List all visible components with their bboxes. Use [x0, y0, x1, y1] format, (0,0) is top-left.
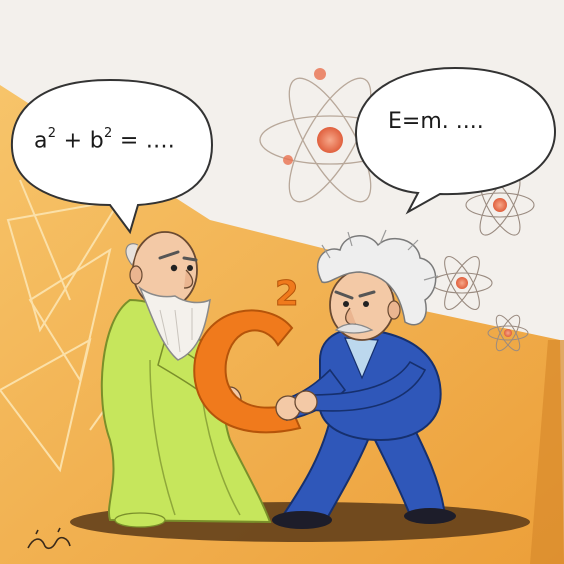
einstein-equation-text: E=m. ....: [388, 109, 484, 134]
exponent-two: 2: [275, 274, 299, 314]
pythagorean-equation-text: $a^2 + b^2$ = ....: [34, 126, 176, 154]
